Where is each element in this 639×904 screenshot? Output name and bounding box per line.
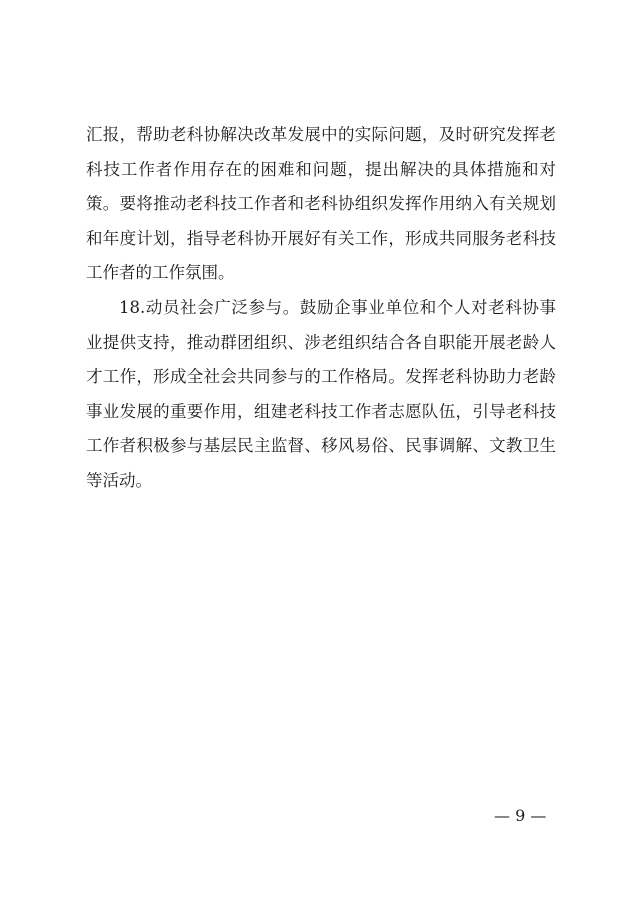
paragraph-line: 18.动员社会广泛参与。鼓励企事业单位和个人对老科协事 [119, 297, 556, 317]
paragraph-1 [86, 118, 556, 291]
paragraph-line: 工作者积极参与基层民主监督、移风易俗、民事调解、文教卫生 [86, 436, 556, 456]
paragraph-line: 等活动。 [86, 470, 152, 490]
page-number: — 9 — [494, 806, 547, 825]
paragraph-line: 和年度计划，指导老科协开展好有关工作，形成共同服务老科技 [86, 228, 556, 248]
paragraph-line: 事业发展的重要作用，组建老科技工作者志愿队伍，引导老科技 [86, 401, 556, 421]
paragraph-line: 业提供支持，推动群团组织、涉老组织结合各自职能开展老龄人 [86, 332, 556, 352]
body-text [86, 118, 556, 499]
paragraph-line: 工作者的工作氛围。 [86, 263, 235, 283]
paragraph-line: 汇报，帮助老科协解决改革发展中的实际问题，及时研究发挥老 [86, 125, 556, 144]
paragraph-line: 策。要将推动老科技工作者和老科协组织发挥作用纳入有关规划 [86, 194, 556, 214]
paragraph-line: 才工作，形成全社会共同参与的工作格局。发挥老科协助力老龄 [86, 367, 556, 387]
paragraph-line: 科技工作者作用存在的困难和问题，提出解决的具体措施和对 [86, 159, 556, 179]
paragraph-2 [86, 291, 556, 499]
